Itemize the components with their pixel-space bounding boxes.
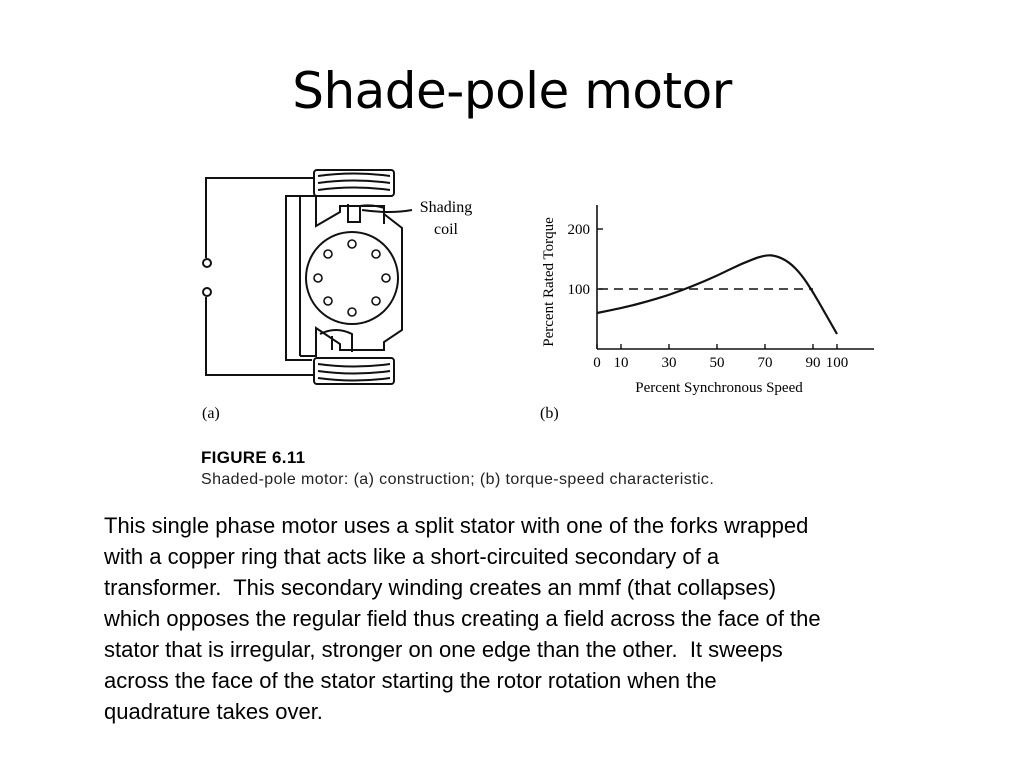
y-axis-label: Percent Rated Torque (541, 217, 557, 347)
shading-coil-label-line1: Shading (419, 199, 473, 216)
y-tick-label-100: 100 (567, 282, 590, 298)
supply-lead-bottom (206, 297, 314, 375)
slide-title: Shade-pole motor (292, 62, 732, 120)
x-tick-label-10: 10 (613, 355, 629, 371)
terminal-top (203, 259, 211, 267)
figure-number: FIGURE 6.11 (201, 448, 306, 467)
x-tick-label-90: 90 (805, 355, 821, 371)
supply-lead-top (206, 178, 314, 258)
shading-coil-label-line2: coil (434, 221, 458, 238)
panel-b-label: (b) (540, 405, 559, 422)
y-tick-label-200: 200 (567, 222, 590, 238)
figure-caption: Shaded-pole motor: (a) construction; (b) torque-speed characteristic. (201, 471, 715, 488)
x-tick-label-0: 0 (593, 355, 601, 371)
slide-body-text: This single phase motor uses a split stator with one of the forks wrapped with a copper ring that acts like a short-circuited secondary of a transformer. This secondary winding creates an mmf (that collapses) which opposes the regular field thus creating a field across the face of the stator that is irregular, stronger on one edge than the other. It sweeps across the face of the stator starting the rotor rotation when the quadrature takes over. (104, 513, 821, 724)
panel-a-label: (a) (202, 405, 220, 422)
torque-curve-0 (597, 255, 837, 334)
terminal-bottom (203, 288, 211, 296)
x-tick-label-70: 70 (757, 355, 773, 371)
motor-construction-diagram (203, 170, 412, 384)
rotor-bars (314, 240, 390, 316)
x-tick-label-30: 30 (661, 355, 677, 371)
bottom-field-coil (314, 358, 394, 384)
top-field-coil (314, 170, 394, 196)
x-axis-label: Percent Synchronous Speed (635, 380, 803, 396)
shading-coil-leader (362, 210, 412, 212)
torque-speed-chart (541, 205, 874, 396)
x-tick-label-100: 100 (825, 355, 849, 371)
x-tick-label-50: 50 (709, 355, 725, 371)
